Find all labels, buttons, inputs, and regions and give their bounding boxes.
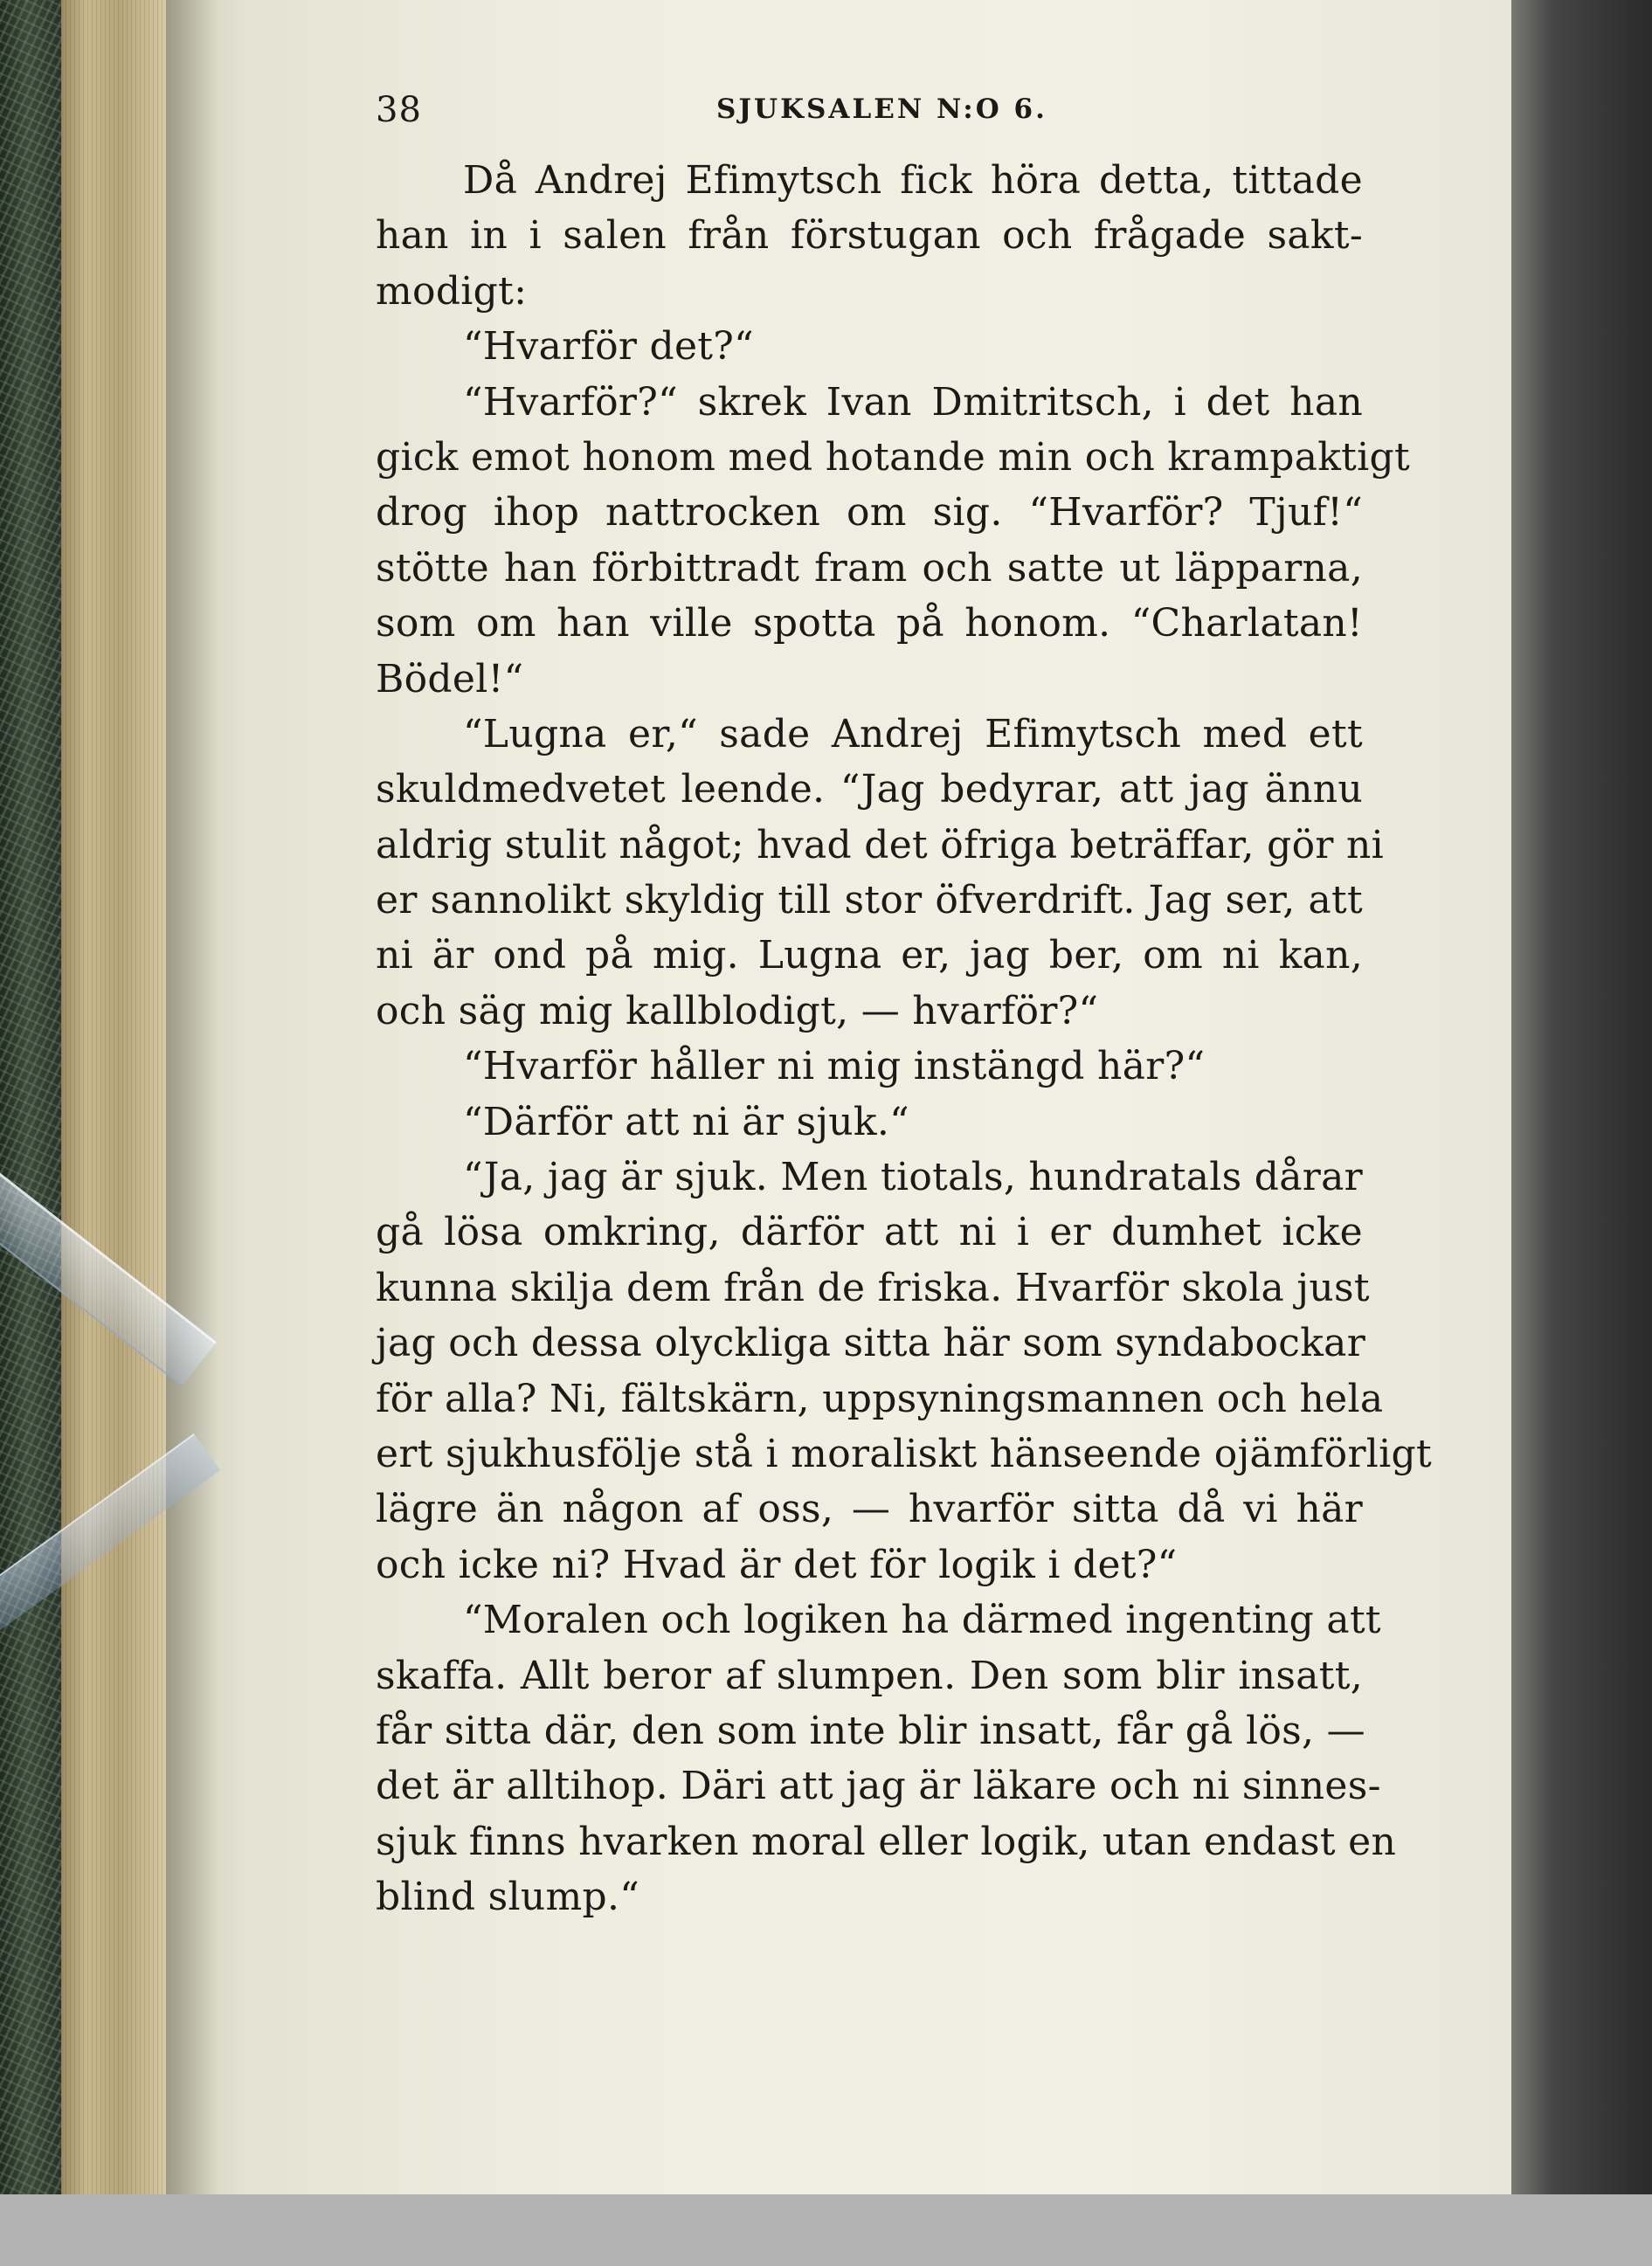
scanner-background — [1511, 0, 1652, 2194]
running-head — [376, 83, 1363, 153]
text-line: “Hvarför?“ skrek Ivan Dmitritsch, i det han — [463, 379, 1363, 425]
text-line: aldrig stulit något; hvad det öfriga beträffar, gör ni — [376, 822, 1384, 867]
text-line: gick emot honom med hotande min och krampaktigt — [376, 434, 1410, 480]
text-line: Då Andrej Efimytsch fick höra detta, tittade — [463, 158, 1363, 203]
text-line: modigt: — [376, 268, 528, 314]
text-line: lägre än någon af oss, — hvarför sitta då vi här — [376, 1487, 1363, 1532]
text-line: “Hvarför det?“ — [463, 324, 754, 370]
text-line: kunna skilja dem från de friska. Hvarför skola just — [376, 1265, 1370, 1310]
book-cover-edge — [0, 0, 61, 2194]
text-line: ni är ond på mig. Lugna er, jag ber, om ni kan, — [376, 933, 1363, 978]
text-line: “Lugna er,“ sade Andrej Efimytsch med ett — [463, 711, 1363, 756]
text-line: drog ihop nattrocken om sig. “Hvarför? Tjuf!“ — [376, 490, 1363, 535]
scanner-bed — [0, 2194, 1652, 2266]
text-line: som om han ville spotta på honom. “Charlatan! — [376, 601, 1363, 646]
text-line: blind slump.“ — [376, 1875, 640, 1920]
text-line: för alla? Ni, fältskärn, uppsyningsmannen och hela — [376, 1376, 1384, 1421]
text-line: “Hvarför håller ni mig instängd här?“ — [463, 1044, 1206, 1089]
text-line: er sannolikt skyldig till stor öfverdrift. Jag ser, att — [376, 878, 1363, 923]
text-line: skuldmedvetet leende. “Jag bedyrar, att jag ännu — [376, 767, 1363, 812]
text-line: “Ja, jag är sjuk. Men tiotals, hundratals dårar — [463, 1155, 1363, 1200]
text-line: sjuk finns hvarken moral eller logik, utan endast en — [376, 1819, 1397, 1864]
text-line: ert sjukhusfölje stå i moraliskt hänseende ojämförligt — [376, 1431, 1432, 1476]
running-title: SJUKSALEN N:O 6. — [716, 93, 1047, 125]
text-line: stötte han förbittradt fram och satte ut läpparna, — [376, 545, 1363, 591]
text-line: får sitta där, den som inte blir insatt, får gå lös, — — [376, 1708, 1365, 1753]
text-line: det är alltihop. Däri att jag är läkare och ni sinnes- — [376, 1764, 1381, 1809]
text-line: han in i salen från förstugan och frågade sakt- — [376, 213, 1363, 259]
text-line: och icke ni? Hvad är det för logik i det?“ — [376, 1542, 1178, 1587]
text-line: och säg mig kallblodigt, — hvarför?“ — [376, 988, 1099, 1033]
text-line: skaffa. Allt beror af slumpen. Den som blir insatt, — [376, 1653, 1363, 1698]
text-line: “Moralen och logiken ha därmed ingenting att — [463, 1598, 1381, 1643]
text-line: Bödel!“ — [376, 656, 524, 701]
page-text — [376, 83, 1432, 1925]
text-line: “Därför att ni är sjuk.“ — [463, 1099, 909, 1144]
text-line: jag och dessa olyckliga sitta här som syndabockar — [376, 1321, 1366, 1366]
gutter-shadow — [166, 0, 218, 2194]
page-edges — [61, 0, 166, 2194]
text-line: gå lösa omkring, därför att ni i er dumhet icke — [376, 1210, 1363, 1255]
page-number: 38 — [376, 90, 422, 130]
